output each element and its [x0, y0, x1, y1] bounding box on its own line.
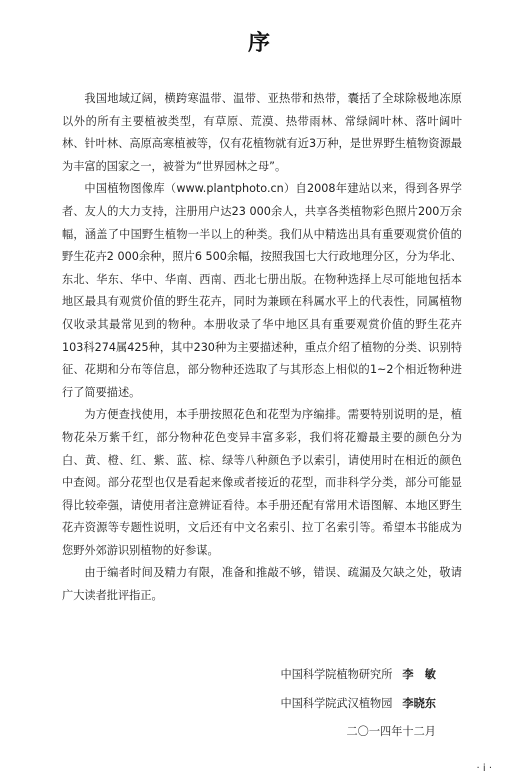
signature-name: 李 敏 [402, 668, 436, 681]
preface-body [62, 88, 462, 608]
paragraph: 我国地域辽阔，横跨寒温带、温带、亚热带和热带，囊括了全球除极地冻原以外的所有主要植被类型，有草原、荒漠、热带雨林、常绿阔叶林、落叶阔叶林、针叶林、高原高寒植被等，仅有花植物就有近3万种，是世界野生植物资源最为丰富的国家之一，被誉为“世界园林之母”。 [62, 92, 462, 173]
paragraph: 由于编者时间及精力有限，准备和推敲不够，错误、疏漏及欠缺之处，敬请广大读者批评指正。 [62, 566, 462, 603]
signature-row [281, 690, 436, 719]
preface-date: 二〇一四年十二月 [346, 725, 436, 738]
signature-organization: 中国科学院植物研究所 [280, 668, 393, 681]
signature-organization: 中国科学院武汉植物园 [280, 696, 393, 710]
signature-row [281, 661, 436, 690]
page-title: 序 [247, 31, 272, 56]
paragraph: 中国植物图像库（www.plantphoto.cn）自2008年建站以来，得到各界学者、友人的大力支持，注册用户达23 000余人，共享各类植物彩色照片200万余幅，涵盖了中国野生植物一半以上的种类。我们从中精选出具有重要观赏价值的野生花卉2 000余种，照片6 500余幅，按照我国七大行政地理分区，分为华北、东北、华东、华中、华南、西南、西北七册出版。在物种选择上尽可能地包括本地区最具有观赏价值的野生花卉，同时为兼顾在科属水平上的代表性，同属植物仅收录其最常见到的物种。本册收录了华中地区具有重要观赏价值的野生花卉103科274属425种，其中230种为主要描述种，重点介绍了植物的分类、识别特征、花期和分布等信息，部分物种还选取了与其形态上相似的1~2个相近物种进行了简要描述。 [62, 182, 462, 399]
signature-name: 李晓东 [402, 696, 436, 710]
paragraph: 为方便查找使用，本手册按照花色和花型为序编排。需要特别说明的是，植物花朵万紫千红，部分物种花色变异丰富多彩，我们将花瓣最主要的颜色分为白、黄、橙、红、紫、蓝、棕、绿等八种颜色予以索引，请使用时在相近的颜色中查阅。部分花型也仅是看起来像或者接近的花型，而非科学分类，部分可能显得比较牵强，请使用者注意辨证看待。本手册还配有常用术语图解、本地区野生花卉资源等专题性说明，文后还有中文名索引、拉丁名索引等。希望本书能成为您野外郊游识别植物的好参谋。 [62, 408, 462, 557]
signature-block [281, 661, 436, 718]
page-number: · i · [476, 763, 492, 774]
